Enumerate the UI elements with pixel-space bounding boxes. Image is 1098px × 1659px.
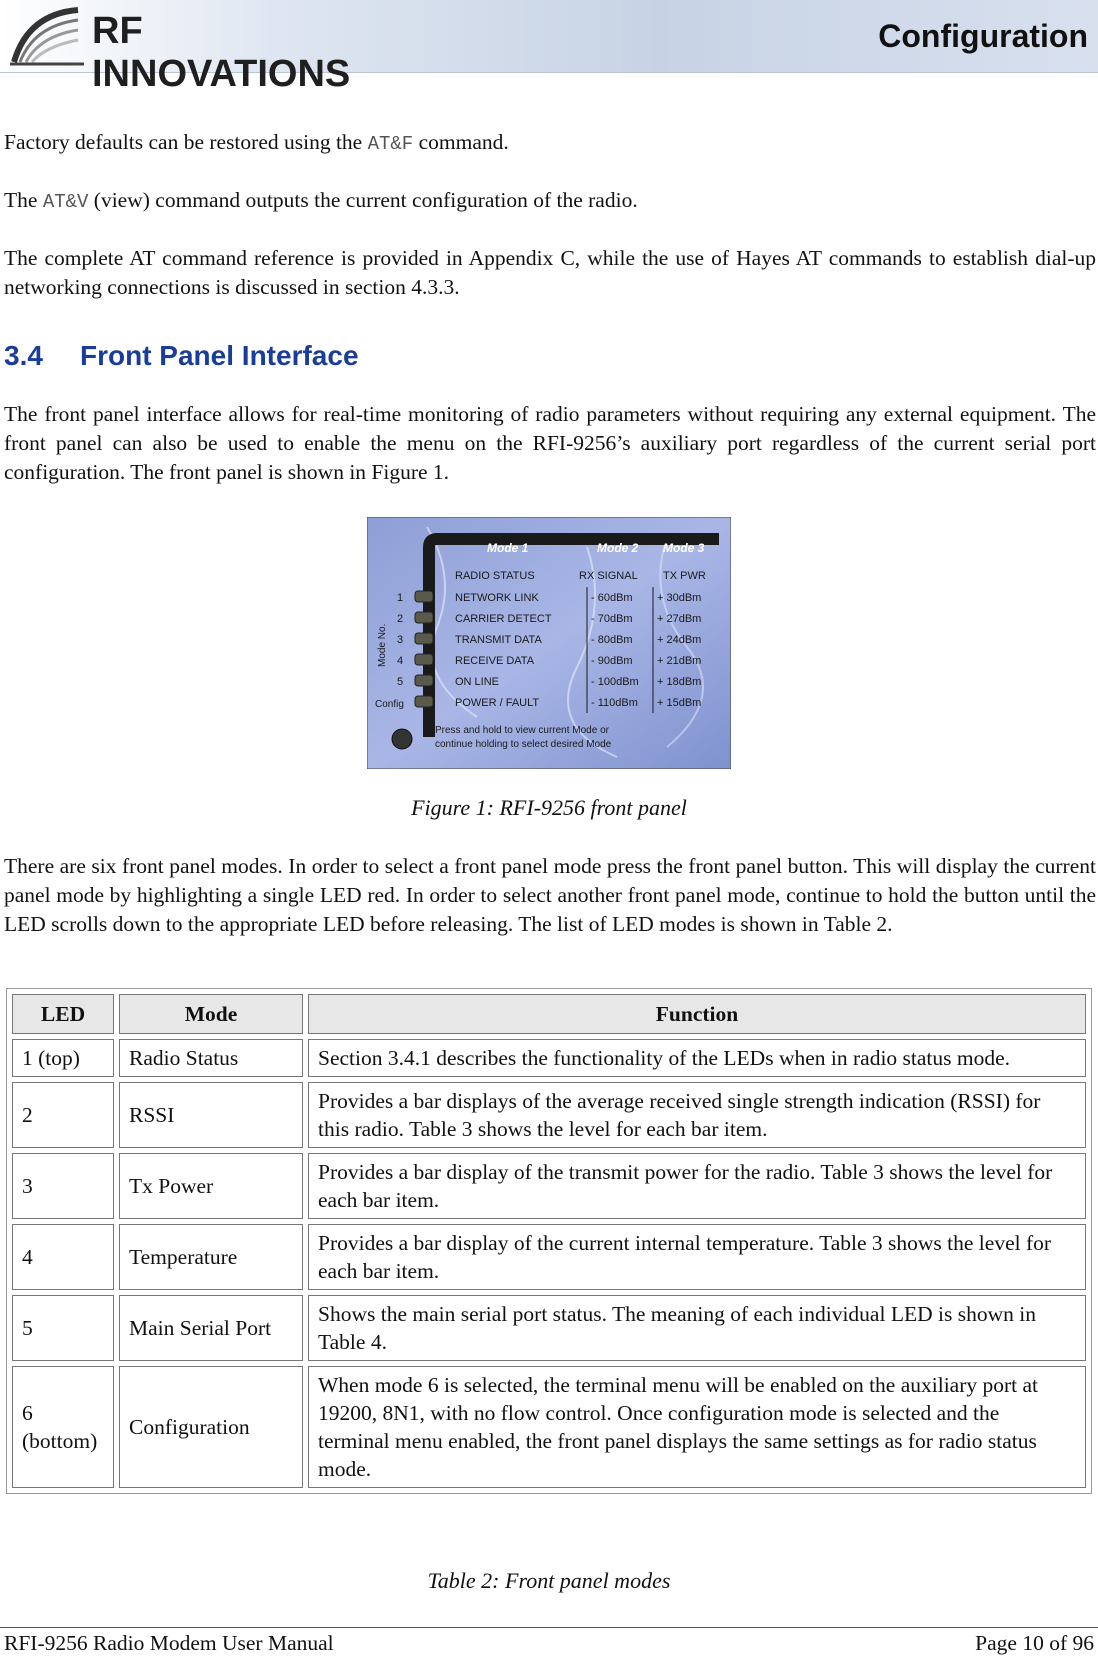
mode-no-label: Mode No.	[377, 623, 388, 667]
panel-row-rx: - 90dBm	[591, 655, 633, 667]
panel-row-tx: + 24dBm	[657, 634, 702, 646]
footer-manual-title: RFI-9256 Radio Modem User Manual	[4, 1631, 334, 1655]
cell-mode: Temperature	[119, 1224, 303, 1290]
led-indicator	[415, 591, 433, 602]
table-row	[12, 1082, 1086, 1148]
mode1-label: Mode 1	[487, 541, 529, 555]
panel-note-line2: continue holding to select desired Mode	[435, 739, 612, 750]
led-indicator	[415, 675, 433, 686]
command-atf: AT&F	[367, 133, 414, 155]
panel-row-tx: + 30dBm	[657, 592, 702, 604]
panel-row-rx: - 80dBm	[591, 634, 633, 646]
section-number: 3.4	[4, 340, 43, 371]
panel-row-rx: - 110dBm	[591, 697, 638, 709]
page-header	[0, 0, 1098, 95]
front-panel-figure	[367, 517, 731, 769]
text: command.	[413, 130, 509, 154]
panel-note-line1: Press and hold to view current Mode or	[435, 725, 609, 736]
cell-led: 6 (bottom)	[12, 1366, 114, 1488]
company-logo	[8, 4, 368, 95]
panel-row-number: 3	[397, 634, 404, 646]
panel-row-status: NETWORK LINK	[455, 592, 539, 604]
footer-rule	[0, 1627, 1098, 1628]
mode2-label: Mode 2	[597, 541, 639, 555]
cell-led: 2	[12, 1082, 114, 1148]
paragraph-view-command	[4, 186, 1096, 217]
cell-led: 4	[12, 1224, 114, 1290]
cell-mode: Main Serial Port	[119, 1295, 303, 1361]
led-indicator	[415, 654, 433, 665]
cell-function: Provides a bar display of the transmit power for the radio. Table 3 shows the level for each bar item.	[308, 1153, 1086, 1219]
panel-row-status: ON LINE	[455, 676, 500, 688]
panel-row-rx: - 60dBm	[591, 592, 633, 604]
cell-led: 1 (top)	[12, 1039, 114, 1077]
logo-antenna-icon	[8, 4, 88, 68]
text: (view) command outputs the current configuration of the radio.	[88, 188, 638, 212]
cell-mode: Configuration	[119, 1366, 303, 1488]
cell-function: When mode 6 is selected, the terminal menu will be enabled on the auxiliary port at 19200, 8N1, with no flow control. Once configuration mode is selected and the terminal menu enabled, the front panel displays the same settings as for radio status mode.	[308, 1366, 1086, 1488]
panel-row-status: RECEIVE DATA	[455, 655, 535, 667]
front-panel-button	[392, 729, 412, 749]
cell-function: Shows the main serial port status. The meaning of each individual LED is shown in Table 4.	[308, 1295, 1086, 1361]
cell-function: Provides a bar displays of the average received single strength indication (RSSI) for this radio. Table 3 shows the level for each bar item.	[308, 1082, 1086, 1148]
table-row	[12, 1224, 1086, 1290]
paragraph-at-reference: The complete AT command reference is provided in Appendix C, while the use of Hayes AT commands to establish dial-up networking connections is discussed in section 4.3.3.	[4, 246, 1096, 299]
panel-row-tx: + 21dBm	[657, 655, 702, 667]
footer-page-number: Page 10 of 96	[975, 1631, 1094, 1655]
cell-led: 3	[12, 1153, 114, 1219]
table-header-row	[12, 994, 1086, 1034]
led-indicator	[415, 696, 433, 707]
panel-row-tx: + 27dBm	[657, 613, 702, 625]
table-row	[12, 1366, 1086, 1488]
led-indicator	[415, 633, 433, 644]
header-led: LED	[12, 994, 114, 1034]
panel-row-status: TRANSMIT DATA	[455, 634, 542, 646]
header-mode: Mode	[119, 994, 303, 1034]
paragraph-modes: There are six front panel modes. In order to select a front panel mode press the front panel button. This will display the current panel mode by highlighting a single LED red. In order to select another front panel mode, continue to hold the button until the LED scrolls down to the appropriate LED before releasing. The list of LED modes is shown in Table 2.	[4, 854, 1096, 936]
table-row	[12, 1295, 1086, 1361]
table-body	[12, 1039, 1086, 1488]
logo-text: RF INNOVATIONS	[92, 10, 351, 95]
table-caption: Table 2: Front panel modes	[427, 1568, 671, 1593]
command-atv: AT&V	[42, 191, 89, 213]
cell-led: 5	[12, 1295, 114, 1361]
cell-mode: Radio Status	[119, 1039, 303, 1077]
header-function: Function	[308, 994, 1086, 1034]
panel-row-rx: - 100dBm	[591, 676, 639, 688]
panel-row-number: 2	[397, 613, 404, 625]
panel-row-number: 1	[397, 592, 404, 604]
section-title: Front Panel Interface	[80, 340, 359, 371]
panel-row-rx: - 70dBm	[591, 613, 633, 625]
mode3-label: Mode 3	[663, 541, 705, 555]
col-tx-pwr: TX PWR	[663, 570, 706, 582]
table-row	[12, 1039, 1086, 1077]
header-section-title: Configuration	[878, 18, 1088, 54]
cell-function: Section 3.4.1 describes the functionality of the LEDs when in radio status mode.	[308, 1039, 1086, 1077]
led-indicator	[415, 612, 433, 623]
panel-row-tx: + 18dBm	[657, 676, 702, 688]
text: Factory defaults can be restored using the	[4, 130, 368, 154]
figure-caption: Figure 1: RFI-9256 front panel	[411, 795, 687, 820]
col-radio-status: RADIO STATUS	[455, 570, 535, 582]
col-rx-signal: RX SIGNAL	[579, 570, 638, 582]
cell-mode: RSSI	[119, 1082, 303, 1148]
cell-function: Provides a bar display of the current internal temperature. Table 3 shows the level for each bar item.	[308, 1224, 1086, 1290]
panel-row-status: CARRIER DETECT	[455, 613, 552, 625]
cell-mode: Tx Power	[119, 1153, 303, 1219]
paragraph-factory-defaults	[4, 128, 1096, 159]
config-label: Config	[375, 699, 404, 710]
panel-row-number: 4	[397, 655, 404, 667]
panel-row-tx: + 15dBm	[657, 697, 702, 709]
panel-row-number: 5	[397, 676, 404, 688]
section-heading	[4, 340, 359, 372]
table-row	[12, 1153, 1086, 1219]
paragraph-front-panel-intro: The front panel interface allows for real-time monitoring of radio parameters without requiring any external equipment. The front panel can also be used to enable the menu on the RFI-9256’s auxiliary port regardless of the current serial port configuration. The front panel is shown in Figure 1.	[4, 402, 1096, 484]
panel-row-status: POWER / FAULT	[455, 697, 540, 709]
front-panel-modes-table	[6, 988, 1092, 1494]
text: The	[4, 188, 43, 212]
